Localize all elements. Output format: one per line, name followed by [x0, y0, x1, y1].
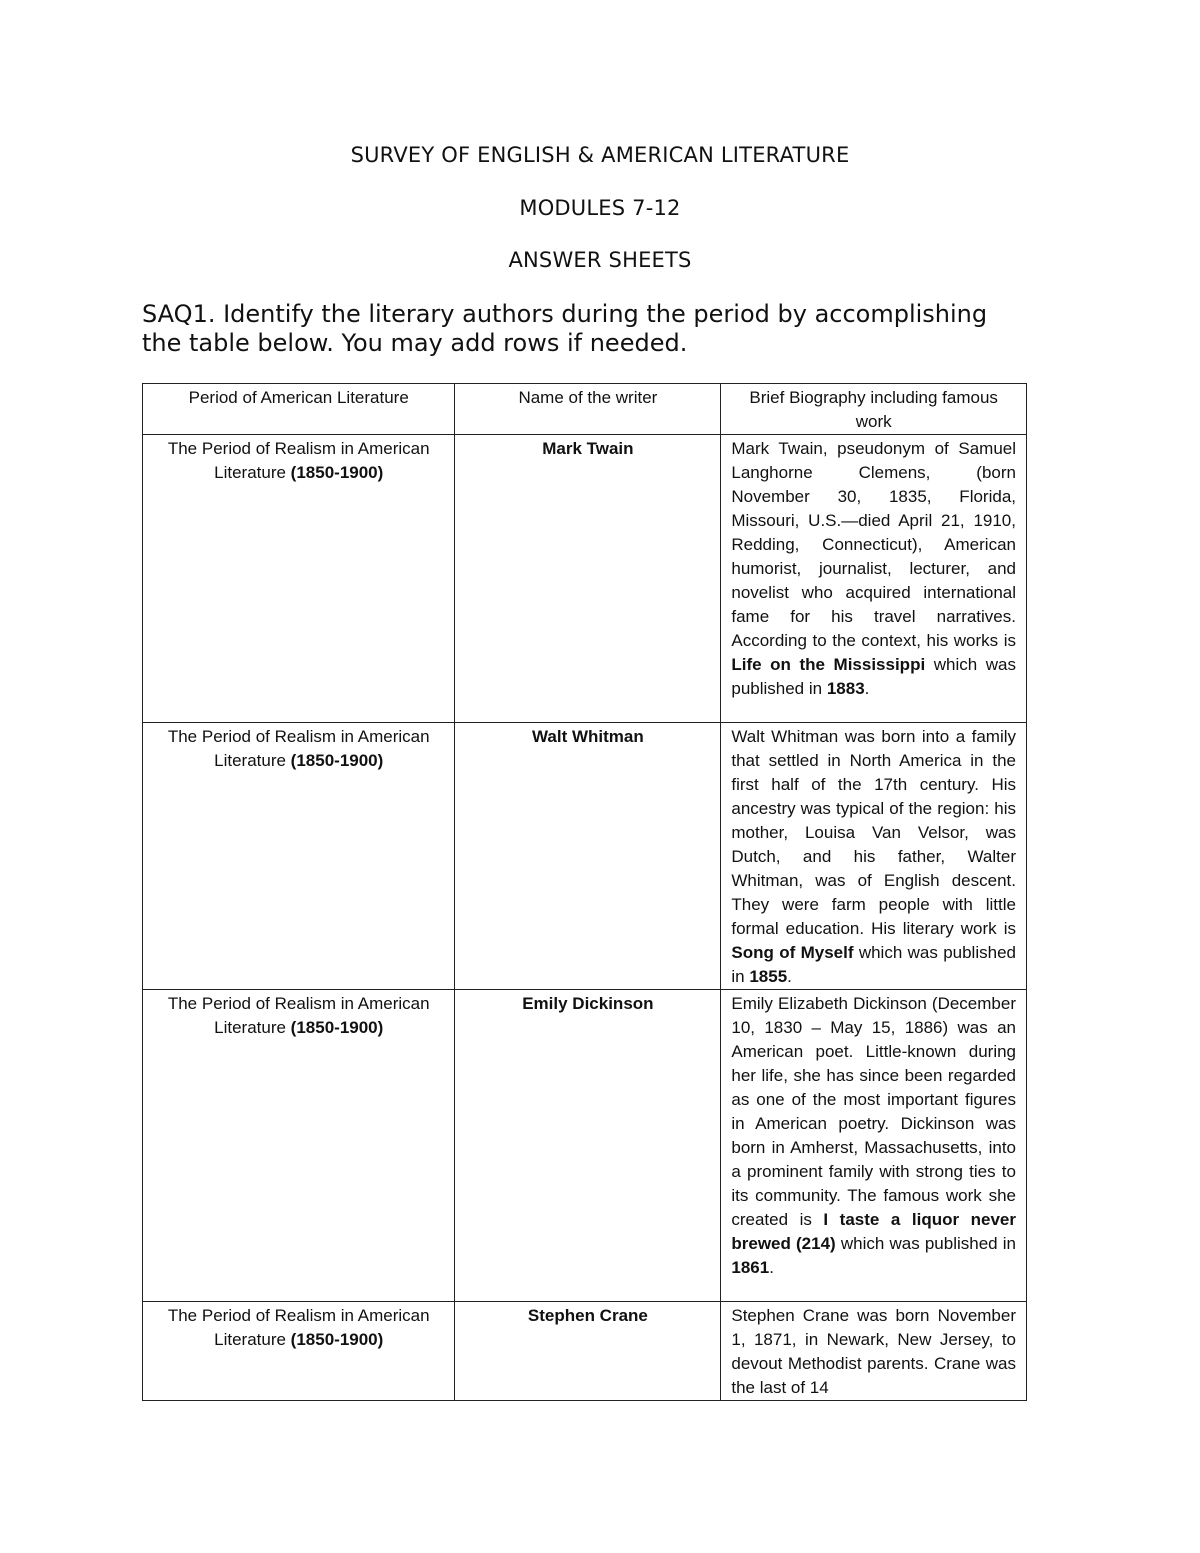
biography-text-mid: which was published in — [731, 943, 1016, 986]
period-years: (1850-1900) — [290, 463, 384, 482]
biography-cell — [721, 723, 1027, 990]
biography-text-mid: which was published in — [731, 655, 1017, 698]
table-row — [143, 990, 1027, 1302]
table-row — [143, 435, 1027, 723]
biography-text-mid: which was published in — [835, 1234, 1016, 1253]
document-title: SURVEY OF ENGLISH & AMERICAN LITERATURE — [350, 143, 850, 167]
authors-table — [142, 383, 1027, 1401]
column-header-period: Period of American Literature — [143, 384, 455, 435]
biography-text-end: . — [769, 1258, 774, 1277]
publication-year: 1855 — [749, 967, 788, 986]
biography-text: Stephen Crane was born November 1, 1871, in Newark, New Jersey, to devout Methodist parents. Crane was the last of 14 — [731, 1306, 1016, 1397]
publication-year: 1883 — [826, 679, 865, 698]
biography-text-end: . — [864, 679, 870, 698]
biography-cell — [721, 990, 1027, 1302]
question-prompt: SAQ1. Identify the literary authors during the period by accomplishing the table below. You may add rows if needed. — [142, 300, 988, 357]
writer-cell: Mark Twain — [455, 435, 721, 723]
period-cell — [143, 990, 455, 1302]
table-header-row — [143, 384, 1027, 435]
period-text: The Period of Realism in American Literature — [167, 994, 430, 1037]
period-cell — [143, 435, 455, 723]
period-text: The Period of Realism in American Literature — [167, 727, 430, 770]
table-row — [143, 1302, 1027, 1401]
famous-work: Life on the Mississippi — [731, 655, 926, 674]
period-years: (1850-1900) — [290, 1018, 384, 1037]
table-row — [143, 723, 1027, 990]
writer-cell: Emily Dickinson — [455, 990, 721, 1302]
writer-cell: Walt Whitman — [455, 723, 721, 990]
period-cell — [143, 1302, 455, 1401]
document-subtitle: ANSWER SHEETS — [508, 248, 692, 272]
biography-text: Mark Twain, pseudonym of Samuel Langhorne Clemens, (born November 30, 1835, Florida, Missouri, U.S.—died April 21, 1910, Redding, Connecticut), American humorist, journalist, lecturer, and novelist who acquired international fame for his travel narratives. According to the context, his works is — [731, 439, 1016, 650]
column-header-writer: Name of the writer — [455, 384, 721, 435]
biography-text: Walt Whitman was born into a family that settled in North America in the first half of the 17th century. His ancestry was typical of the region: his mother, Louisa Van Velsor, was Dutch, and his father, Walter Whitman, was of English descent. They were farm people with little formal education. His literary work is — [731, 727, 1016, 938]
period-text: The Period of Realism in American Literature — [167, 1306, 430, 1349]
famous-work: Song of Myself — [731, 943, 854, 962]
modules-label: MODULES 7-12 — [519, 196, 681, 220]
period-text: The Period of Realism in American Literature — [167, 439, 430, 482]
biography-text: Emily Elizabeth Dickinson (December 10, 1830 – May 15, 1886) was an American poet. Little-known during her life, she has since been regarded as one of the most important figures in American poetry. Dickinson was born in Amherst, Massachusetts, into a prominent family with strong ties to its community. The famous work she created is — [731, 994, 1016, 1229]
period-years: (1850-1900) — [290, 751, 384, 770]
period-years: (1850-1900) — [290, 1330, 384, 1349]
famous-work: I taste a liquor never brewed (214) — [731, 1210, 1016, 1253]
biography-cell — [721, 1302, 1027, 1401]
column-header-biography: Brief Biography including famous work — [721, 384, 1027, 435]
biography-text-end: . — [787, 967, 792, 986]
publication-year: 1861 — [731, 1258, 770, 1277]
writer-cell: Stephen Crane — [455, 1302, 721, 1401]
period-cell — [143, 723, 455, 990]
biography-cell — [721, 435, 1027, 723]
